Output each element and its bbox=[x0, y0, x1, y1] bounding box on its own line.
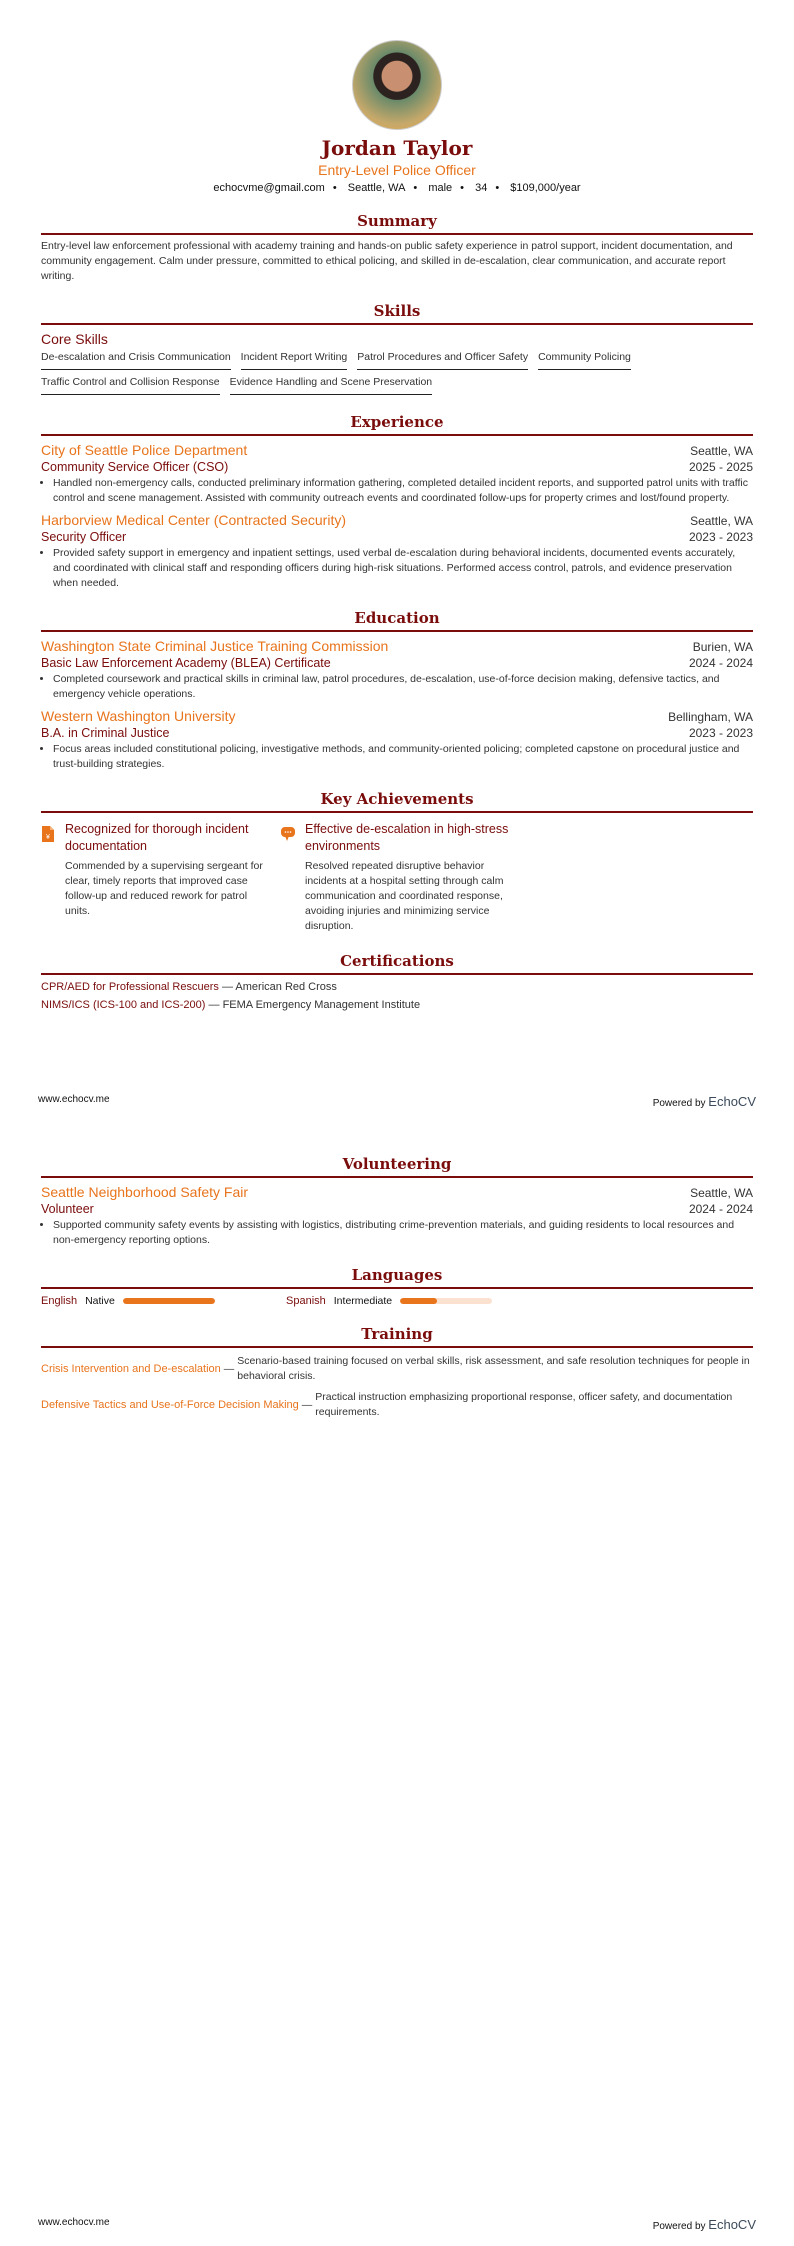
language-proficiency-bar bbox=[400, 1298, 492, 1304]
entry-location: Seattle, WA bbox=[690, 514, 753, 528]
degree: B.A. in Criminal Justice bbox=[41, 726, 170, 740]
training-item: Crisis Intervention and De-escalation — Scenario-based training focused on verbal skills, risk assessment, and safe resolution techniques for people in behavioral crisis. bbox=[41, 1354, 753, 1384]
page-footer bbox=[38, 1094, 756, 1109]
training-heading: Training bbox=[41, 1325, 753, 1348]
entry-dates: 2023 - 2023 bbox=[688, 530, 753, 544]
entry-bullet: • Provided safety support in emergency and inpatient settings, used verbal de-escalation during behavioral incidents, documented events accurately, and coordinated with clinical staff and responding officers during high-risk situations. Performed access control, patrols, and evidence preservation when needed. bbox=[53, 546, 753, 591]
entry-bullet: • Completed coursework and practical skills in criminal law, patrol procedures, de-escalation, use-of-force decision making, defensive tactics, and emergency vehicle operations. bbox=[53, 672, 753, 702]
skill-chip: Evidence Handling and Scene Preservation bbox=[230, 376, 433, 395]
language-name: Spanish bbox=[286, 1295, 326, 1307]
training-item: Defensive Tactics and Use-of-Force Decision Making — Practical instruction emphasizing proportional response, officer safety, and documentation requirements. bbox=[41, 1390, 753, 1420]
entry-bullet: • Supported community safety events by assisting with logistics, distributing crime-prevention materials, and guiding residents to local resources and non-emergency reporting options. bbox=[53, 1218, 753, 1248]
contact-line: echocvme@gmail.com • Seattle, WA • male • 34 • $109,000/year bbox=[213, 182, 581, 194]
achievements-heading: Key Achievements bbox=[41, 790, 753, 813]
email[interactable]: echocvme@gmail.com bbox=[213, 182, 325, 194]
svg-text:¥: ¥ bbox=[46, 834, 50, 841]
chat-bubble-icon bbox=[281, 825, 295, 843]
entry-location: Seattle, WA bbox=[690, 444, 753, 458]
training-name: Crisis Intervention and De-escalation bbox=[41, 1363, 221, 1375]
achievement-desc: Commended by a supervising sergeant for clear, timely reports that improved case follow-up and reduced rework for patrol units. bbox=[65, 860, 263, 917]
employer: Harborview Medical Center (Contracted Security) bbox=[41, 512, 346, 528]
experience-entry bbox=[41, 506, 753, 591]
skills-heading: Skills bbox=[41, 302, 753, 325]
entry-dates: 2024 - 2024 bbox=[688, 1202, 753, 1216]
role: Community Service Officer (CSO) bbox=[41, 460, 229, 474]
resume-page-2 bbox=[0, 1123, 794, 2246]
languages-heading: Languages bbox=[41, 1266, 753, 1289]
language-name: English bbox=[41, 1295, 78, 1307]
brand-logo[interactable]: EchoCV bbox=[708, 1094, 756, 1109]
powered-by-label: Powered by bbox=[652, 2221, 706, 2232]
language-item bbox=[41, 1295, 286, 1307]
entry-dates: 2024 - 2024 bbox=[688, 656, 753, 670]
summary-text: Entry-level law enforcement professional with academy training and hands-on public safety experience in patrol support, incident documentation, and community engagement. Calm under pressure, committed to ethical policing, and skilled in de-escalation, clear communication, and accurate report writing. bbox=[41, 240, 733, 282]
education-heading: Education bbox=[41, 609, 753, 632]
experience-heading: Experience bbox=[41, 413, 753, 436]
age: 34 bbox=[475, 182, 488, 194]
language-level: Intermediate bbox=[333, 1295, 393, 1307]
employer: City of Seattle Police Department bbox=[41, 442, 248, 458]
candidate-name: Jordan Taylor bbox=[321, 136, 473, 160]
institution: Washington State Criminal Justice Training Commission bbox=[41, 638, 389, 654]
salary: $109,000/year bbox=[510, 182, 581, 194]
role: Volunteer bbox=[41, 1202, 94, 1216]
certification-item: CPR/AED for Professional Rescuers — American Red Cross bbox=[41, 981, 337, 993]
certification-issuer: FEMA Emergency Management Institute bbox=[222, 999, 421, 1011]
language-item bbox=[286, 1295, 531, 1307]
powered-by bbox=[653, 2217, 756, 2232]
language-level: Native bbox=[85, 1295, 115, 1307]
entry-bullet: • Handled non-emergency calls, conducted preliminary information gathering, completed detailed incident reports, and supported patrol units with traffic control and scene management. Assisted with community outreach events and coordinated follow-ups for property crimes and lost/found property. bbox=[53, 476, 753, 506]
certification-item: NIMS/ICS (ICS-100 and ICS-200) — FEMA Emergency Management Institute bbox=[41, 999, 421, 1011]
training-name: Defensive Tactics and Use-of-Force Decision Making bbox=[41, 1399, 299, 1411]
job-title: Entry-Level Police Officer bbox=[318, 162, 476, 178]
language-proficiency-bar bbox=[123, 1298, 215, 1304]
powered-by bbox=[653, 1094, 756, 1109]
proficiency-fill bbox=[123, 1298, 215, 1304]
training-desc: Practical instruction emphasizing proportional response, officer safety, and documentation requirements. bbox=[315, 1391, 733, 1418]
powered-by-label: Powered by bbox=[652, 1098, 706, 1109]
organization: Seattle Neighborhood Safety Fair bbox=[41, 1184, 249, 1200]
achievement-title: Effective de-escalation in high-stress environments bbox=[305, 822, 509, 853]
document-icon bbox=[41, 825, 55, 843]
achievement-desc: Resolved repeated disruptive behavior incidents at a hospital setting through calm communication and coordinated response, avoiding injuries and minimizing service disruption. bbox=[305, 860, 504, 932]
education-entry bbox=[41, 632, 753, 702]
summary-heading: Summary bbox=[41, 212, 753, 235]
location: Seattle, WA bbox=[347, 182, 406, 194]
proficiency-fill bbox=[400, 1298, 437, 1304]
achievement-item bbox=[281, 821, 511, 934]
brand-logo[interactable]: EchoCV bbox=[708, 2217, 756, 2232]
degree: Basic Law Enforcement Academy (BLEA) Certificate bbox=[41, 656, 331, 670]
certifications-heading: Certifications bbox=[41, 952, 753, 975]
achievements-list bbox=[41, 821, 753, 934]
skill-chip: Incident Report Writing bbox=[241, 351, 348, 370]
skill-chip: Patrol Procedures and Officer Safety bbox=[357, 351, 528, 370]
entry-location: Burien, WA bbox=[692, 640, 753, 654]
entry-location: Seattle, WA bbox=[690, 1186, 753, 1200]
certification-name: NIMS/ICS (ICS-100 and ICS-200) bbox=[41, 999, 206, 1011]
volunteering-heading: Volunteering bbox=[41, 1155, 753, 1178]
gender: male bbox=[428, 182, 453, 194]
website-link[interactable]: www.echocv.me bbox=[38, 2217, 110, 2228]
website-link[interactable]: www.echocv.me bbox=[38, 1094, 110, 1105]
page-footer bbox=[38, 2217, 756, 2232]
entry-bullet: • Focus areas included constitutional policing, investigative methods, and community-oriented policing; completed capstone on procedural justice and trust-building strategies. bbox=[53, 742, 753, 772]
skill-chip: De-escalation and Crisis Communication bbox=[41, 351, 231, 370]
profile-photo bbox=[352, 40, 442, 130]
certification-name: CPR/AED for Professional Rescuers bbox=[41, 981, 219, 993]
entry-dates: 2023 - 2023 bbox=[688, 726, 753, 740]
skills-group-title: Core Skills bbox=[41, 331, 108, 347]
role: Security Officer bbox=[41, 530, 127, 544]
certification-issuer: American Red Cross bbox=[235, 981, 337, 993]
experience-entry bbox=[41, 436, 753, 506]
entry-dates: 2025 - 2025 bbox=[688, 460, 753, 474]
entry-location: Bellingham, WA bbox=[668, 710, 753, 724]
skill-chip: Community Policing bbox=[538, 351, 631, 370]
institution: Western Washington University bbox=[41, 708, 236, 724]
skill-chip: Traffic Control and Collision Response bbox=[41, 376, 220, 395]
languages-list bbox=[41, 1295, 753, 1307]
achievement-title: Recognized for thorough incident documentation bbox=[65, 822, 249, 853]
education-entry bbox=[41, 702, 753, 772]
training-desc: Scenario-based training focused on verbal skills, risk assessment, and safe resolution techniques for people in behavioral crisis. bbox=[237, 1355, 750, 1382]
achievement-item bbox=[41, 821, 271, 934]
skills-list bbox=[41, 351, 753, 395]
volunteering-entry bbox=[41, 1178, 753, 1248]
